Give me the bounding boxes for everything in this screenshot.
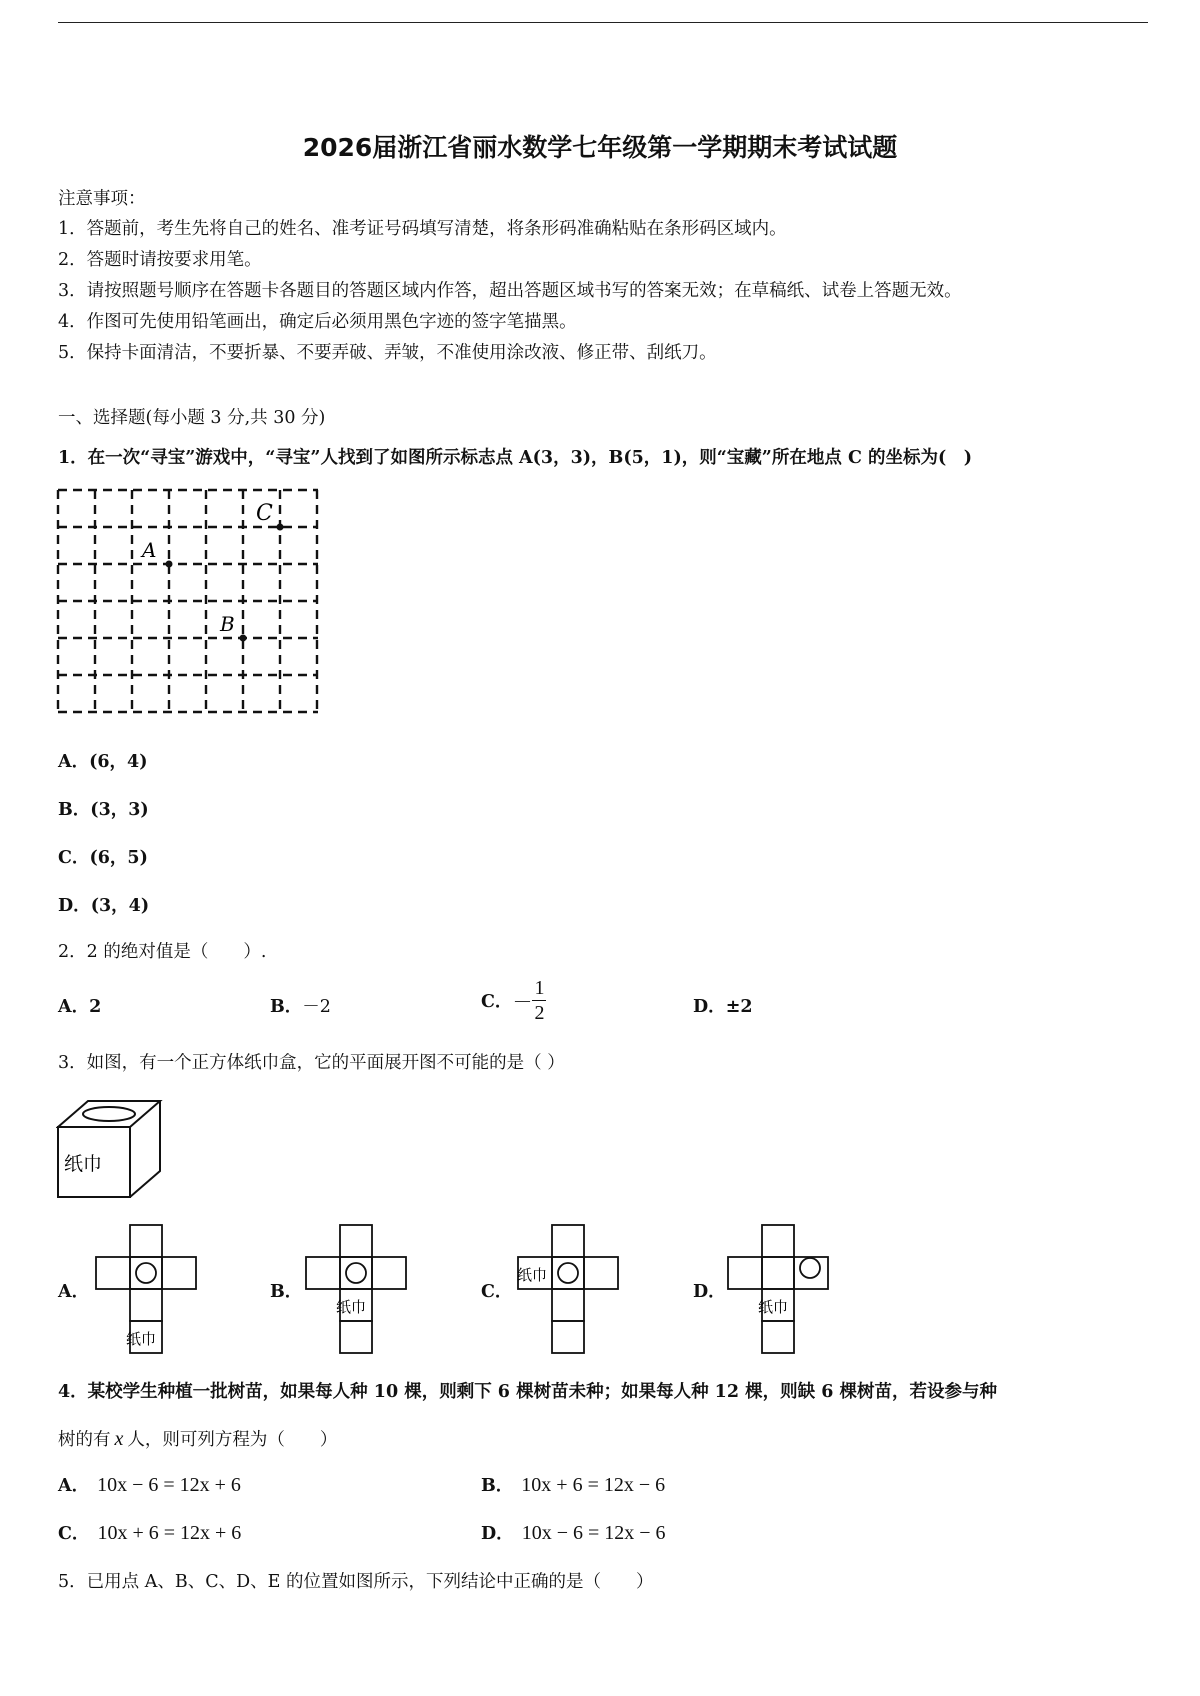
q2-stem: 2．2 的绝对值是（ ）. bbox=[58, 942, 267, 962]
notice-item-3: 3．请按照题号顺序在答题卡各题目的答题区域内作答，超出答题区域书写的答案无效；在草稿纸、试卷上答题无效。 bbox=[58, 281, 962, 301]
net-a-label: 纸巾 bbox=[126, 1330, 157, 1348]
q1-grid-figure bbox=[56, 488, 322, 720]
q4-stem-line2: 树的有 x 人，则可列方程为（ ） bbox=[58, 1428, 338, 1450]
q1-stem: 1．在一次“寻宝”游戏中，“寻宝”人找到了如图所示标志点 A(3，3)，B(5，1)，则“宝藏”所在地点 C 的坐标为( ) bbox=[58, 448, 973, 468]
top-rule bbox=[58, 22, 1148, 23]
box-label: 纸巾 bbox=[64, 1153, 103, 1175]
net-d-figure[interactable] bbox=[726, 1223, 830, 1355]
net-b-label: 纸巾 bbox=[336, 1298, 367, 1316]
page-title: 2026届浙江省丽水数学七年级第一学期期末考试试题 bbox=[302, 133, 898, 162]
q3-option-d[interactable]: D． bbox=[693, 1282, 726, 1302]
q4-option-d[interactable]: D． 10x − 6 = 12x − 6 bbox=[481, 1522, 666, 1544]
q3-option-c[interactable]: C． bbox=[481, 1282, 513, 1302]
grid-lines bbox=[58, 490, 318, 712]
q4-option-b[interactable]: B． 10x + 6 = 12x − 6 bbox=[481, 1474, 666, 1496]
q1-option-a[interactable]: A．(6，4) bbox=[58, 752, 148, 772]
q3-option-b[interactable]: B． bbox=[270, 1282, 303, 1302]
point-a-label: A bbox=[142, 538, 157, 562]
q4-option-c[interactable]: C． 10x + 6 = 12x + 6 bbox=[58, 1522, 242, 1544]
q4-stem-line1: 4．某校学生种植一批树苗，如果每人种 10 棵，则剩下 6 棵树苗未种；如果每人种 12 棵，则缺 6 棵树苗，若设参与种 bbox=[58, 1382, 997, 1402]
point-c-label: C bbox=[256, 501, 273, 526]
tissue-box-figure bbox=[56, 1097, 166, 1201]
point-b-dot bbox=[240, 635, 247, 642]
fraction-one-half: $\frac{1}{2}$ bbox=[534, 977, 545, 1024]
net-d-label: 纸巾 bbox=[758, 1298, 789, 1316]
notice-item-1: 1．答题前，考生先将自己的姓名、准考证号码填写清楚，将条形码准确粘贴在条形码区域内。 bbox=[58, 219, 787, 239]
q3-stem: 3．如图，有一个正方体纸巾盒，它的平面展开图不可能的是（ ） bbox=[58, 1053, 565, 1073]
point-c-dot bbox=[277, 524, 284, 531]
q2-option-b[interactable]: B．－2 bbox=[270, 997, 331, 1017]
q4-option-a[interactable]: A． 10x − 6 = 12x + 6 bbox=[58, 1474, 241, 1496]
q1-option-c[interactable]: C．(6，5) bbox=[58, 848, 148, 868]
net-c-figure[interactable] bbox=[516, 1223, 620, 1355]
notice-item-2: 2．答题时请按要求用笔。 bbox=[58, 250, 262, 270]
q1-option-b[interactable]: B．(3，3) bbox=[58, 800, 149, 820]
notice-heading: 注意事项： bbox=[58, 189, 146, 209]
q2-option-a[interactable]: A．2 bbox=[58, 997, 102, 1017]
net-c-label: 纸巾 bbox=[517, 1266, 548, 1284]
net-a-figure[interactable] bbox=[94, 1223, 198, 1355]
q2-option-c[interactable]: C．－ $\frac{1}{2}$ bbox=[481, 977, 545, 1024]
q1-option-d[interactable]: D．(3，4) bbox=[58, 896, 150, 916]
notice-item-5: 5．保持卡面清洁，不要折暴、不要弄破、弄皱，不准使用涂改液、修正带、刮纸刀。 bbox=[58, 343, 717, 363]
q3-option-a[interactable]: A． bbox=[58, 1282, 90, 1302]
section-heading: 一、选择题(每小题 3 分,共 30 分) bbox=[58, 408, 326, 428]
point-a-dot bbox=[166, 561, 173, 568]
net-b-figure[interactable] bbox=[304, 1223, 408, 1355]
q5-stem: 5．已用点 A、B、C、D、E 的位置如图所示，下列结论中正确的是（ ） bbox=[58, 1572, 654, 1592]
q2-option-d[interactable]: D．±2 bbox=[693, 997, 753, 1017]
notice-item-4: 4．作图可先使用铅笔画出，确定后必须用黑色字迹的签字笔描黑。 bbox=[58, 312, 577, 332]
point-b-label: B bbox=[220, 612, 235, 636]
